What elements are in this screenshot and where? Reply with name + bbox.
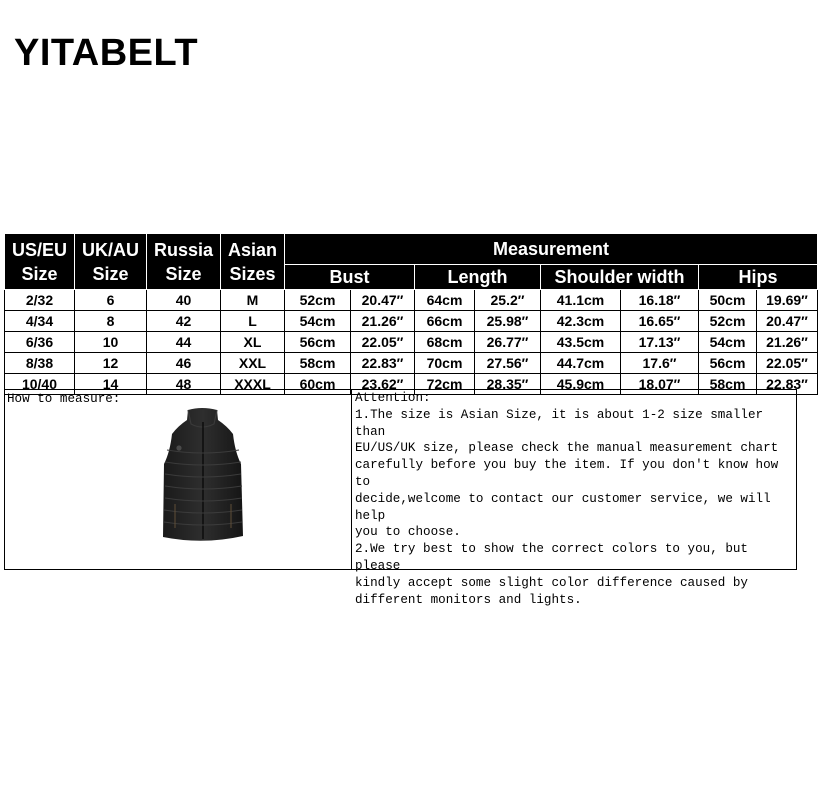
cell-length-cm: 64cm [415,290,475,311]
cell-asian: XXXL [221,374,285,395]
cell-shoulder-cm: 42.3cm [541,311,621,332]
cell-asian: L [221,311,285,332]
cell-length-in: 26.77″ [475,332,541,353]
cell-shoulder-in: 16.65″ [621,311,699,332]
cell-russia: 40 [147,290,221,311]
cell-hips-cm: 58cm [699,374,757,395]
size-chart-table [4,233,818,395]
header-us-eu-size: US/EU Size [5,234,75,290]
cell-bust-in: 23.62″ [351,374,415,395]
attention-line: decide,welcome to contact our customer service, we will help [355,491,779,523]
cell-bust-in: 21.26″ [351,311,415,332]
cell-bust-cm: 52cm [285,290,351,311]
cell-hips-in: 22.05″ [757,353,818,374]
cell-uk-au: 10 [75,332,147,353]
cell-bust-in: 22.05″ [351,332,415,353]
table-row [5,332,818,353]
how-to-measure-panel [5,390,352,569]
cell-shoulder-cm: 43.5cm [541,332,621,353]
attention-line: 1.The size is Asian Size, it is about 1-2 size smaller than [355,407,771,439]
cell-us-eu: 2/32 [5,290,75,311]
cell-length-in: 25.2″ [475,290,541,311]
cell-bust-in: 20.47″ [351,290,415,311]
attention-title: Attention: [355,391,431,405]
header-hips: Hips [699,265,818,290]
cell-hips-cm: 52cm [699,311,757,332]
table-row [5,290,818,311]
cell-length-cm: 70cm [415,353,475,374]
attention-line: you to choose. [355,525,461,540]
cell-shoulder-in: 18.07″ [621,374,699,395]
cell-shoulder-in: 17.6″ [621,353,699,374]
header-uk-au-size: UK/AU Size [75,234,147,290]
header-measurement: Measurement [285,234,818,265]
cell-bust-cm: 58cm [285,353,351,374]
cell-uk-au: 8 [75,311,147,332]
cell-bust-in: 22.83″ [351,353,415,374]
cell-uk-au: 14 [75,374,147,395]
attention-line: different monitors and lights. [355,592,582,607]
cell-uk-au: 12 [75,353,147,374]
info-panel [4,389,797,607]
cell-shoulder-in: 16.18″ [621,290,699,311]
cell-hips-cm: 50cm [699,290,757,311]
cell-hips-in: 22.83″ [757,374,818,395]
cell-asian: XXL [221,353,285,374]
cell-bust-cm: 60cm [285,374,351,395]
cell-hips-in: 21.26″ [757,332,818,353]
cell-bust-cm: 54cm [285,311,351,332]
cell-shoulder-in: 17.13″ [621,332,699,353]
cell-russia: 44 [147,332,221,353]
cell-length-cm: 66cm [415,311,475,332]
header-length: Length [415,265,541,290]
cell-russia: 42 [147,311,221,332]
header-russia-size: Russia Size [147,234,221,290]
cell-shoulder-cm: 41.1cm [541,290,621,311]
brand-logo: YITABELT [14,32,199,74]
attention-line: 2.We try best to show the correct colors to you, but please [355,542,756,573]
cell-hips-in: 19.69″ [757,290,818,311]
cell-hips-in: 20.47″ [757,311,818,332]
cell-shoulder-cm: 45.9cm [541,374,621,395]
attention-line: EU/US/UK size, please check the manual measurement chart [355,441,779,456]
cell-us-eu: 10/40 [5,374,75,395]
cell-bust-cm: 56cm [285,332,351,353]
cell-length-cm: 72cm [415,374,475,395]
header-bust: Bust [285,265,415,290]
how-to-measure-label: How to measure: [7,392,121,406]
cell-russia: 46 [147,353,221,374]
attention-line: carefully before you buy the item. If you don't know how to [355,458,786,489]
cell-hips-cm: 54cm [699,332,757,353]
cell-uk-au: 6 [75,290,147,311]
table-row [5,311,818,332]
attention-line: kindly accept some slight color difference caused by [355,575,748,590]
cell-us-eu: 8/38 [5,353,75,374]
cell-length-cm: 68cm [415,332,475,353]
cell-us-eu: 4/34 [5,311,75,332]
table-row [5,353,818,374]
cell-asian: XL [221,332,285,353]
header-asian-sizes: Asian Sizes [221,234,285,290]
cell-russia: 48 [147,374,221,395]
cell-asian: M [221,290,285,311]
attention-panel [352,390,796,607]
cell-hips-cm: 56cm [699,353,757,374]
cell-length-in: 25.98″ [475,311,541,332]
header-shoulder-width: Shoulder width [541,265,699,290]
cell-us-eu: 6/36 [5,332,75,353]
cell-length-in: 28.35″ [475,374,541,395]
vest-image [155,404,250,546]
cell-shoulder-cm: 44.7cm [541,353,621,374]
cell-length-in: 27.56″ [475,353,541,374]
